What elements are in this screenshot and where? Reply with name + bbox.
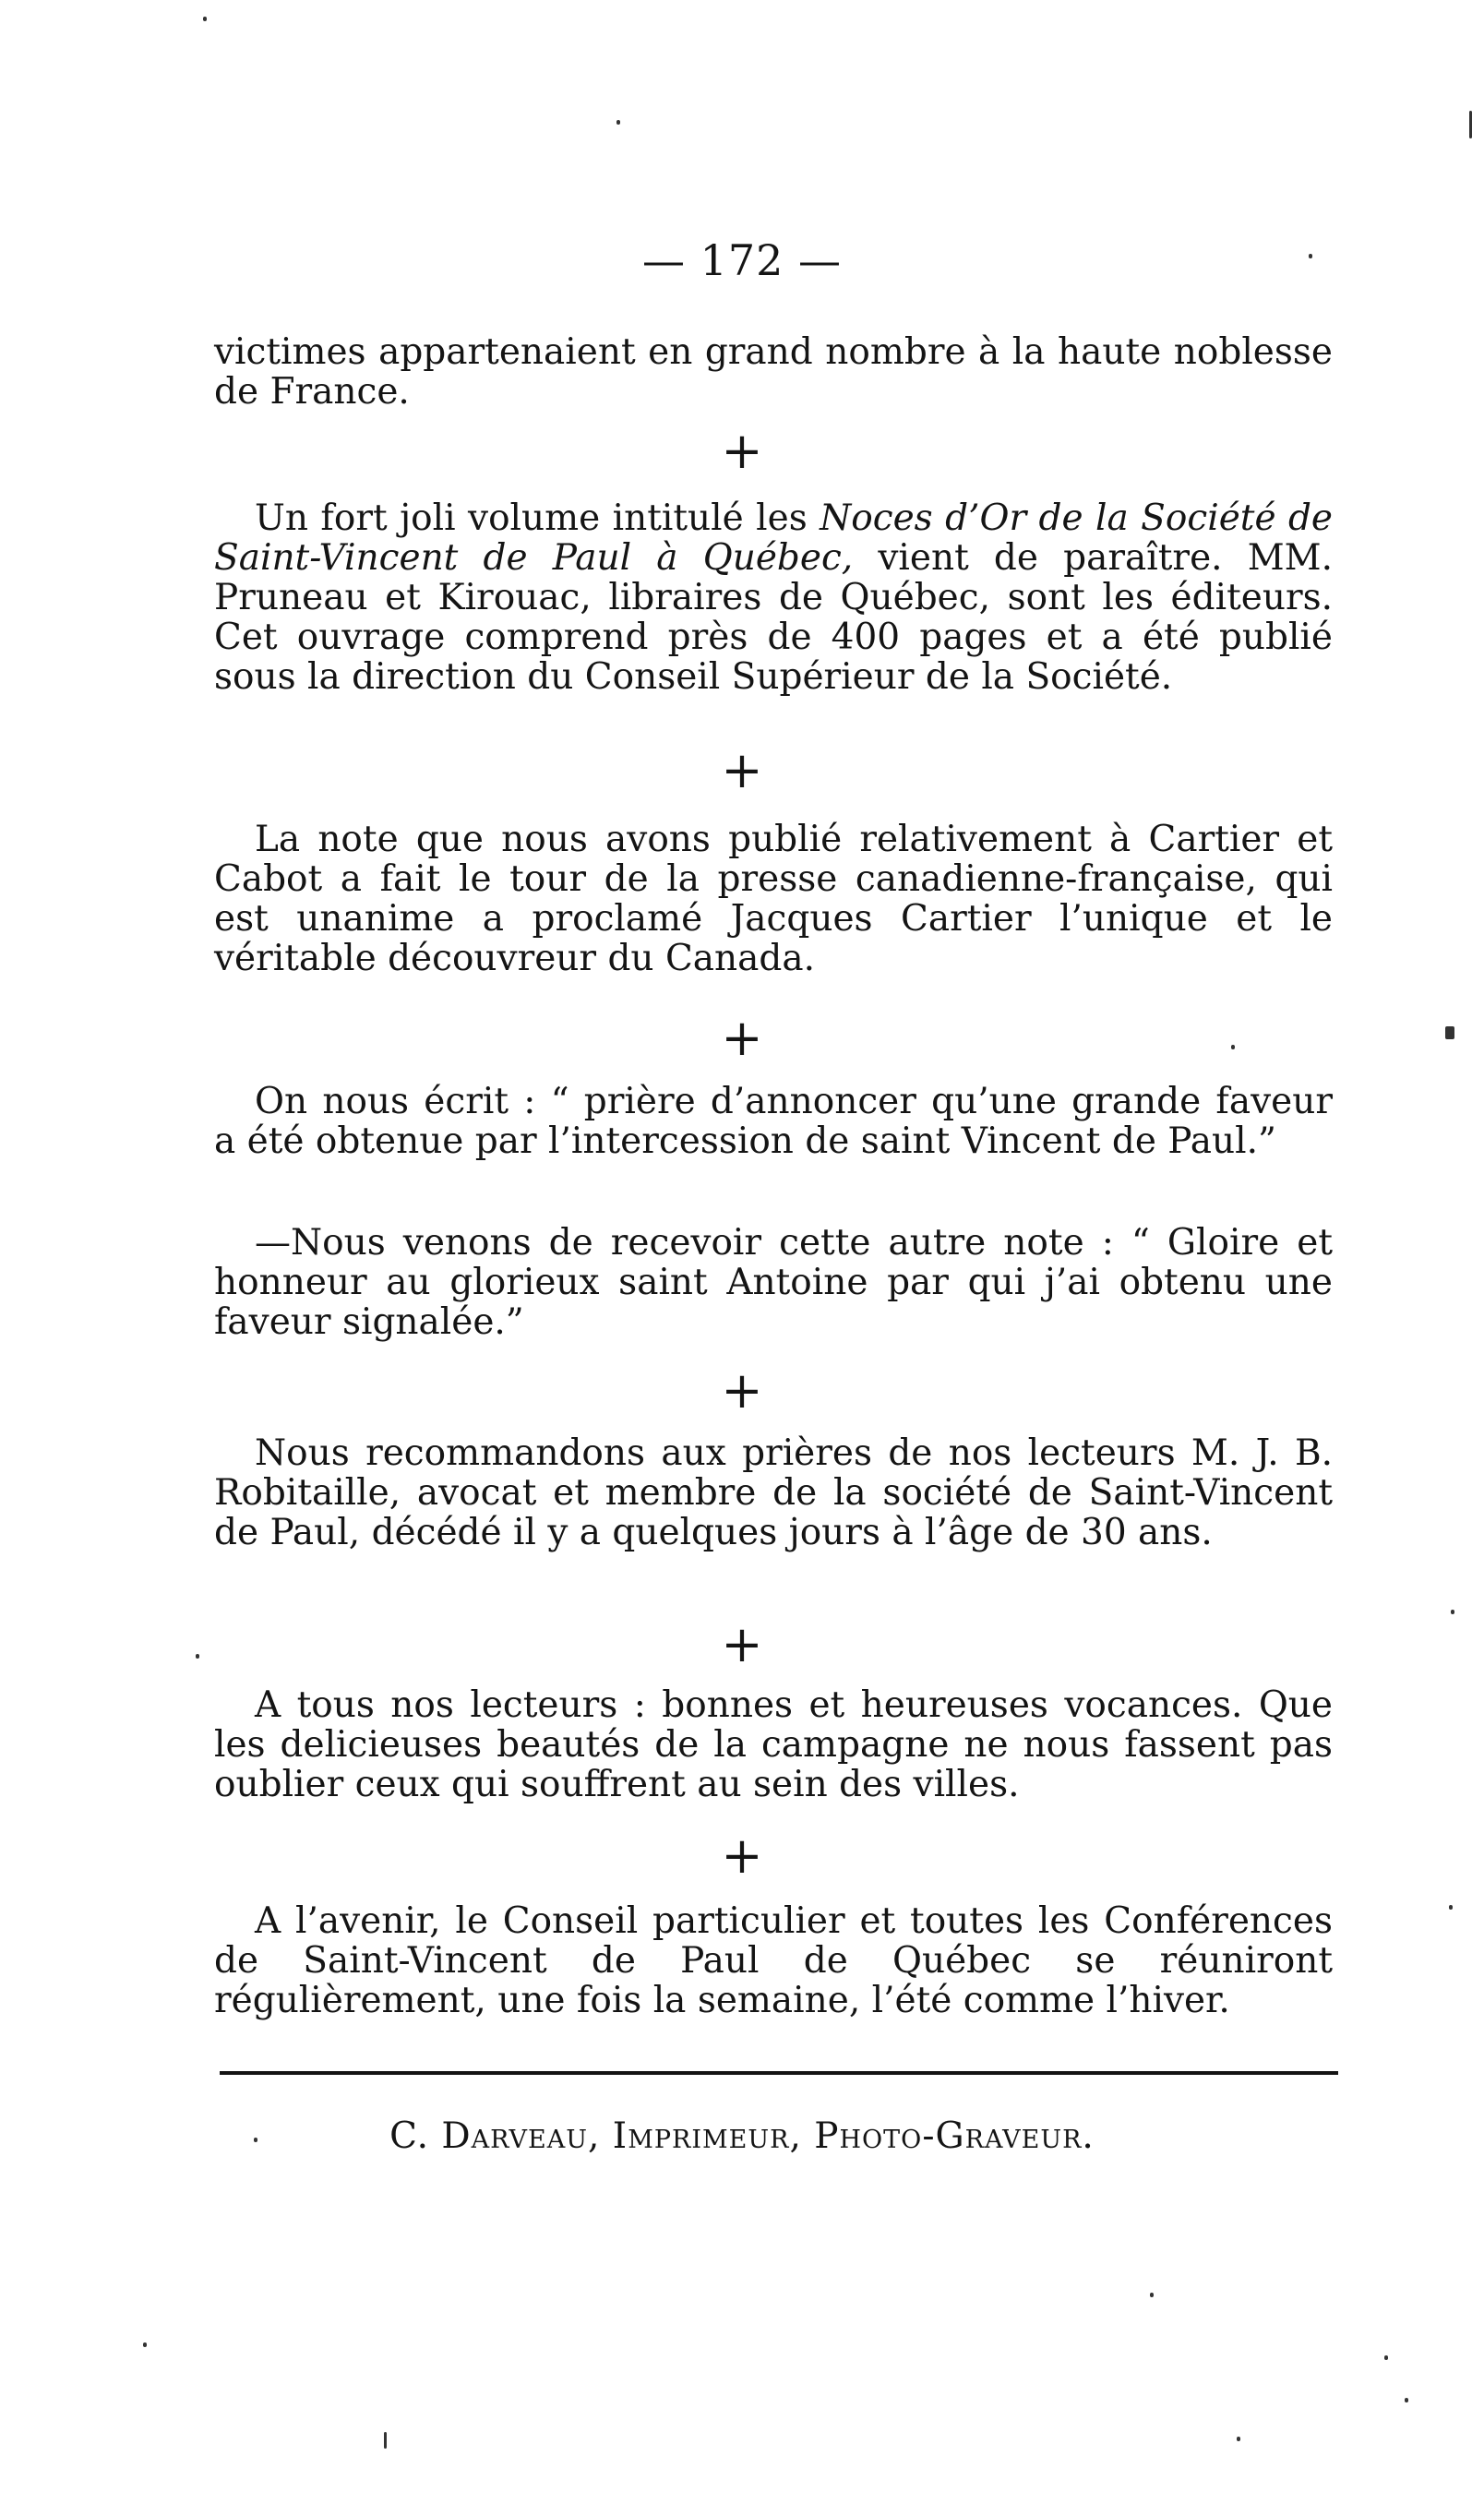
paragraph-text-before: Un fort joli volume intitulé les xyxy=(255,497,820,539)
printer-imprint: C. Darveau, Imprimeur, Photo-Graveur. xyxy=(389,2115,1095,2157)
paragraph-noces-dor xyxy=(214,498,1333,697)
scan-speck xyxy=(143,2342,147,2347)
paragraph-text: La note que nous avons publié relativement à Cartier et Cabot a fait le tour de la presse canadienne-française, qui est unanime a proclamé Jacques Cartier l’unique et le véritable découvreur du Canada. xyxy=(214,819,1333,979)
scan-speck xyxy=(203,17,207,21)
separator-cross: + xyxy=(721,422,763,480)
page-number: — 172 — xyxy=(641,235,843,285)
separator-cross: + xyxy=(721,1827,763,1885)
paragraph-text: A l’avenir, le Conseil particulier et toutes les Conférences de Saint-Vincent de Paul de Québec se réuniront régulièrement, une fois la semaine, l’été comme l’hiver. xyxy=(214,1900,1333,2021)
paragraph-cartier-cabot xyxy=(214,820,1333,978)
scan-speck xyxy=(1237,2437,1240,2441)
separator-cross: + xyxy=(721,1361,763,1420)
paragraph-priere xyxy=(214,1082,1333,1161)
paragraph-text xyxy=(214,498,1333,697)
paragraph-vacances xyxy=(214,1685,1333,1804)
paragraph-text: On nous écrit : “ prière d’annoncer qu’une grande faveur a été obtenue par l’intercession de saint Vincent de Paul.” xyxy=(214,1081,1333,1162)
paragraph-saint-antoine xyxy=(214,1223,1333,1342)
separator-cross: + xyxy=(721,741,763,799)
scan-speck xyxy=(1309,254,1312,258)
scan-speck xyxy=(1451,1610,1454,1614)
paragraph-robitaille xyxy=(214,1433,1333,1552)
book-title: Noces d’Or de la Société de Saint-Vincent de Paul à Québec, xyxy=(214,497,1333,579)
scan-speck xyxy=(1449,1905,1453,1910)
scan-speck xyxy=(1231,1045,1235,1049)
scan-speck xyxy=(1405,2398,1408,2402)
scan-speck xyxy=(196,1654,199,1659)
scan-speck xyxy=(1469,111,1472,138)
paragraph-text-after: vient de paraître. MM. Pruneau et Kirouac, libraires de Québec, sont les éditeurs. Cet ouvrage comprend près de 400 pages et a été publié sous la direction du Conseil Supérieur de la Société. xyxy=(214,537,1333,698)
scan-speck xyxy=(384,2432,387,2449)
paragraph-conseil xyxy=(214,1901,1333,2020)
scan-speck xyxy=(616,120,620,125)
paragraph-text: victimes appartenaient en grand nombre à la haute noblesse de France. xyxy=(214,331,1333,413)
separator-cross: + xyxy=(721,1009,763,1067)
paragraph-text: Nous recommandons aux prières de nos lecteurs M. J. B. Robitaille, avocat et membre de la société de Saint-Vincent de Paul, décédé il y a quelques jours à l’âge de 30 ans. xyxy=(214,1432,1333,1553)
scan-speck xyxy=(1445,1026,1454,1039)
separator-cross: + xyxy=(721,1615,763,1673)
scan-speck xyxy=(254,2138,257,2142)
scan-speck xyxy=(1150,2293,1154,2297)
paragraph-continuation xyxy=(214,332,1333,412)
paragraph-text: A tous nos lecteurs : bonnes et heureuses vocances. Que les delicieuses beautés de la campagne ne nous fassent pas oublier ceux qui souffrent au sein des villes. xyxy=(214,1684,1333,1805)
scan-speck xyxy=(1384,2355,1388,2360)
footer-rule xyxy=(220,2071,1338,2075)
paragraph-text: —Nous venons de recevoir cette autre note : “ Gloire et honneur au glorieux saint Antoine par qui j’ai obtenu une faveur signalée.” xyxy=(214,1222,1333,1343)
